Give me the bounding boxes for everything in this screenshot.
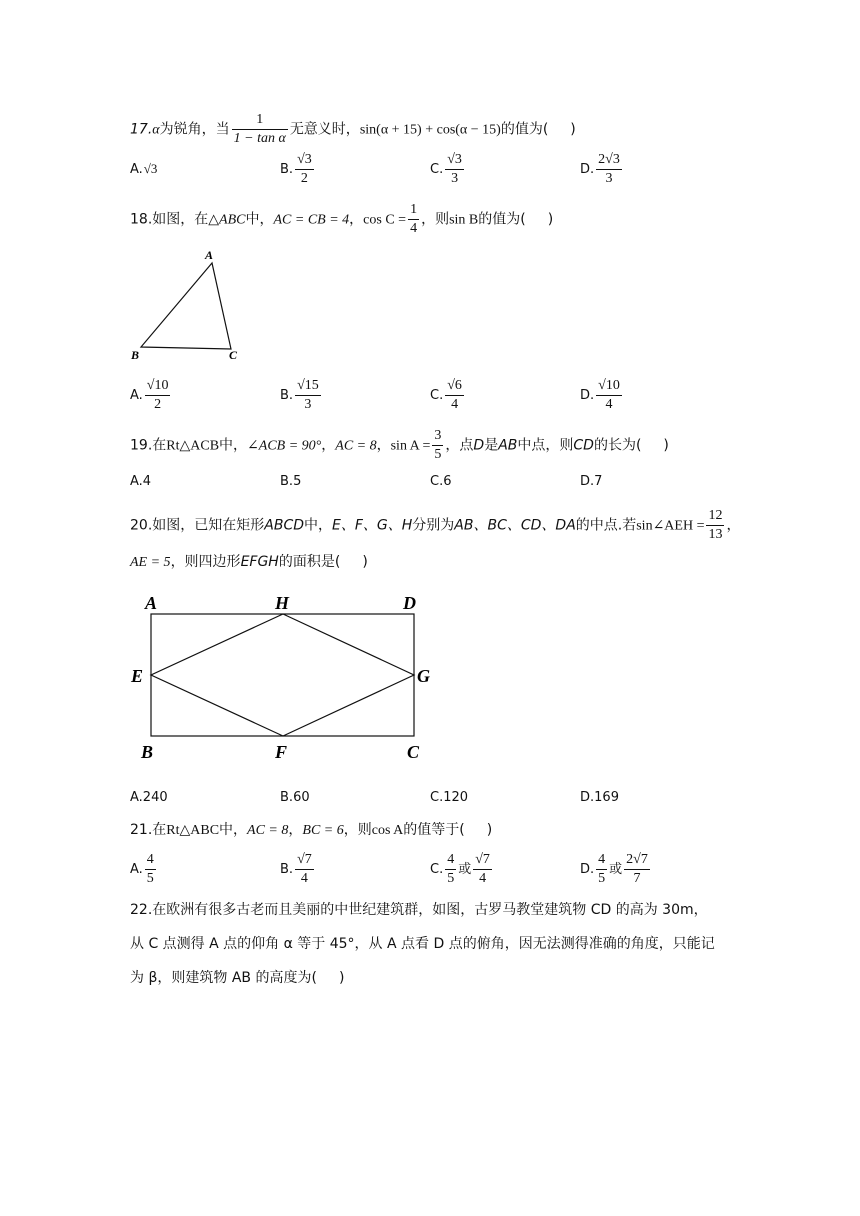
q20-text-6: 的面积是( [278, 554, 341, 570]
q21-cos: cos A [371, 823, 404, 838]
option-label: B. [280, 790, 294, 805]
q19-ab: AB [498, 437, 518, 454]
q18-text-1: 18.如图，在 [130, 211, 209, 228]
q17-number: 17. [130, 121, 153, 138]
option-or: 或 [458, 862, 472, 877]
q19-rt: Rt△ACB [166, 438, 220, 454]
q20-option-a[interactable] [130, 790, 168, 805]
option-value: 4 [142, 474, 152, 489]
q18-cos-den: 4 [410, 221, 418, 236]
option-den: 4 [451, 397, 459, 412]
q19-text-3: ，点 [445, 437, 474, 454]
option-fraction-2 [473, 852, 492, 887]
option-fraction [445, 378, 464, 413]
q20-option-b[interactable] [280, 790, 310, 805]
q19-text-1: 19.在 [130, 437, 167, 454]
q21-option-c[interactable] [430, 852, 494, 887]
q18-triangle-figure [125, 245, 255, 365]
q21-bc: BC = 6 [302, 823, 344, 838]
q18-triangle: △ABC [208, 212, 246, 228]
q19-cd: CD [573, 437, 594, 454]
label-a: A [205, 248, 214, 262]
question-22-line-1 [130, 900, 708, 920]
label-c: C [407, 742, 420, 762]
option-label: A. [130, 790, 143, 805]
option-den: 3 [304, 397, 312, 412]
option-label: A. [130, 474, 143, 489]
q17-close-paren: ) [570, 121, 576, 138]
q19-comma-2: ， [376, 437, 391, 454]
label-f: F [275, 742, 288, 762]
option-num: 4 [145, 852, 156, 870]
option-label: A. [130, 162, 143, 177]
q19-angle: ∠ACB = 90° [247, 438, 322, 454]
q17-alpha: α [152, 122, 160, 138]
question-20 [130, 508, 740, 543]
q18-cos-fraction [408, 202, 419, 237]
q18-text-2: 中， [245, 211, 274, 228]
q17-frac-den: 1 − tan α [233, 131, 286, 146]
q20-text-1: 20.如图，已知在矩形 [130, 517, 265, 534]
q18-option-b[interactable] [280, 378, 323, 413]
option-den: 2 [154, 397, 162, 412]
label-d: D [403, 593, 416, 613]
q19-sin-fraction [432, 428, 443, 463]
q20-text-5: ，则四边形 [170, 554, 241, 570]
option-fraction [145, 852, 156, 887]
q19-d: D [473, 437, 485, 454]
option-den: 5 [146, 871, 154, 886]
question-19 [130, 428, 669, 463]
q19-option-c[interactable] [430, 474, 452, 489]
option-num: √3 [295, 152, 314, 170]
label-b: B [131, 348, 140, 362]
option-num: √10 [596, 378, 622, 396]
option-label: B. [280, 388, 294, 403]
q17-option-c[interactable] [430, 152, 466, 187]
q19-close-paren: ) [663, 437, 669, 454]
question-21 [130, 820, 492, 841]
q18-cos-num: 1 [408, 202, 419, 220]
q20-text-3: 分别为 [412, 517, 455, 534]
option-fraction [445, 152, 464, 187]
rhombus-efgh [151, 614, 414, 736]
q21-text-1: 21.在 [130, 822, 167, 838]
q19-sin-num: 3 [432, 428, 443, 446]
q20-text-2: 中， [304, 517, 333, 534]
q19-text-2: 中， [219, 437, 248, 454]
q19-text-4: 是 [484, 437, 499, 454]
option-label: C. [430, 388, 444, 403]
q20-rectangle-figure [125, 585, 445, 770]
q22-close-paren: ) [338, 970, 345, 986]
option-label: C. [430, 790, 444, 805]
q20-option-d[interactable] [580, 790, 619, 805]
option-value: 6 [443, 474, 452, 489]
label-h: H [275, 593, 290, 613]
q20-quad: EFGH [240, 554, 279, 570]
q22-text-3: 为 β，则建筑物 AB 的高度为( [130, 970, 317, 986]
option-den: 2 [300, 171, 308, 186]
q20-sin: sin∠AEH = [636, 518, 705, 534]
label-c: C [229, 348, 238, 362]
option-value: 240 [142, 790, 168, 805]
option-value: 60 [293, 790, 310, 805]
q17-option-a[interactable] [130, 162, 158, 177]
q21-option-b[interactable] [280, 852, 316, 887]
option-den: 5 [447, 871, 455, 886]
option-label: A. [130, 388, 143, 403]
q18-close-paren: ) [547, 211, 554, 228]
option-fraction [596, 852, 607, 887]
q20-ae: AE = 5 [130, 555, 171, 570]
q20-abcd: ABCD [264, 517, 305, 534]
option-num: √15 [295, 378, 321, 396]
option-num: √7 [295, 852, 314, 870]
q21-text-3: ，则 [343, 822, 372, 838]
option-num: √10 [145, 378, 171, 396]
option-label: B. [280, 162, 294, 177]
option-label: D. [580, 474, 595, 489]
option-fraction [445, 852, 456, 887]
option-label: D. [580, 790, 595, 805]
triangle-abc [141, 263, 231, 349]
q21-text-4: 的值等于( [403, 822, 465, 838]
option-num: 4 [596, 852, 607, 870]
question-22-line-2 [130, 934, 715, 954]
option-fraction [596, 378, 622, 413]
option-value: 120 [443, 790, 469, 805]
option-num: √6 [445, 378, 464, 396]
q20-text-4: 的中点.若 [575, 517, 637, 534]
q19-option-d[interactable] [580, 474, 602, 489]
option-value: 5 [293, 474, 302, 489]
q21-option-a[interactable] [130, 852, 158, 887]
q19-comma-1: ， [321, 437, 336, 454]
q19-option-b[interactable] [280, 474, 301, 489]
q19-sin: sin A = [390, 438, 431, 454]
q21-comma: ， [288, 822, 303, 838]
q22-text-1: 22.在欧洲有很多古老而且美丽的中世纪建筑群，如图，古罗马教堂建筑物 CD 的高为 30m， [130, 902, 708, 918]
q18-option-a[interactable] [130, 378, 172, 413]
label-e: E [131, 666, 144, 686]
q21-close-paren: ) [486, 822, 493, 838]
option-value: 169 [594, 790, 619, 805]
option-label: D. [580, 862, 595, 877]
q19-text-6: 的长为( [593, 437, 642, 454]
option-den-2: 7 [633, 871, 641, 886]
q17-option-b[interactable] [280, 152, 316, 187]
option-fraction [295, 378, 321, 413]
option-value: 7 [594, 474, 603, 489]
option-den: 4 [300, 871, 308, 886]
q18-equation: AC = CB = 4 [273, 212, 350, 228]
q20-sin-den: 13 [708, 527, 723, 542]
q20-option-c[interactable] [430, 790, 468, 805]
q19-option-a[interactable] [130, 474, 151, 489]
q21-option-d[interactable] [580, 852, 652, 887]
q21-text-2: 中， [219, 822, 248, 838]
q17-expression: sin(α + 15) + cos(α − 15) [359, 122, 501, 138]
option-den: 3 [605, 171, 613, 186]
q17-text-3: 的值为( [500, 121, 549, 138]
option-label: A. [130, 862, 143, 877]
q17-text-1: 为锐角，当 [159, 121, 230, 138]
option-fraction [596, 152, 622, 187]
q18-sin: sin B [449, 212, 479, 228]
option-label: C. [430, 862, 444, 877]
option-label: D. [580, 162, 595, 177]
option-label: D. [580, 388, 595, 403]
question-20-line-2 [130, 552, 368, 573]
q17-text-2: 无意义时， [289, 121, 360, 138]
q18-option-d[interactable] [580, 378, 624, 413]
q17-frac-num: 1 [232, 112, 288, 130]
option-label: B. [280, 862, 294, 877]
q18-option-c[interactable] [430, 378, 466, 413]
question-18 [130, 202, 553, 237]
option-num: √3 [445, 152, 464, 170]
option-fraction-2 [624, 852, 650, 887]
q17-option-d[interactable] [580, 152, 624, 187]
q18-comma: ， [349, 211, 364, 228]
q20-efgh: E、F、G、H [332, 517, 413, 534]
q18-text-4: 的值为( [478, 211, 526, 228]
label-a: A [145, 593, 158, 613]
option-label: B. [280, 474, 294, 489]
q19-sin-den: 5 [434, 447, 442, 462]
q22-text-2: 从 C 点测得 A 点的仰角 α 等于 45°，从 A 点看 D 点的俯角，因无法测得准确的角度，只能记 [130, 936, 715, 952]
option-value: √3 [143, 161, 158, 176]
q20-sin-fraction [706, 508, 724, 543]
label-b: B [141, 742, 154, 762]
option-label: C. [430, 474, 444, 489]
q21-ac: AC = 8 [247, 823, 289, 838]
option-den-2: 4 [479, 871, 487, 886]
question-17 [130, 112, 576, 147]
option-den: 4 [605, 397, 613, 412]
option-fraction [145, 378, 171, 413]
q20-sin-num: 12 [706, 508, 724, 526]
option-fraction [295, 152, 314, 187]
q19-ac: AC = 8 [335, 438, 377, 454]
option-num: 2√3 [596, 152, 622, 170]
q21-rt: Rt△ABC [166, 823, 220, 838]
question-22-line-3 [130, 968, 344, 988]
option-num-2: √7 [473, 852, 492, 870]
q20-comma: ， [726, 517, 741, 534]
q20-sides: AB、BC、CD、DA [454, 517, 576, 534]
q18-cos: cos C = [363, 212, 407, 228]
option-or: 或 [609, 862, 623, 877]
option-fraction [295, 852, 314, 887]
label-g: G [417, 666, 430, 686]
q19-text-5: 中点，则 [517, 437, 574, 454]
q17-fraction [232, 112, 288, 147]
q18-text-3: ，则 [421, 211, 450, 228]
q20-close-paren: ) [362, 554, 368, 570]
option-den: 5 [598, 871, 606, 886]
rectangle-abcd [151, 614, 414, 736]
option-num-2: 2√7 [624, 852, 650, 870]
option-label: C. [430, 162, 444, 177]
option-den: 3 [451, 171, 459, 186]
option-num: 4 [445, 852, 456, 870]
